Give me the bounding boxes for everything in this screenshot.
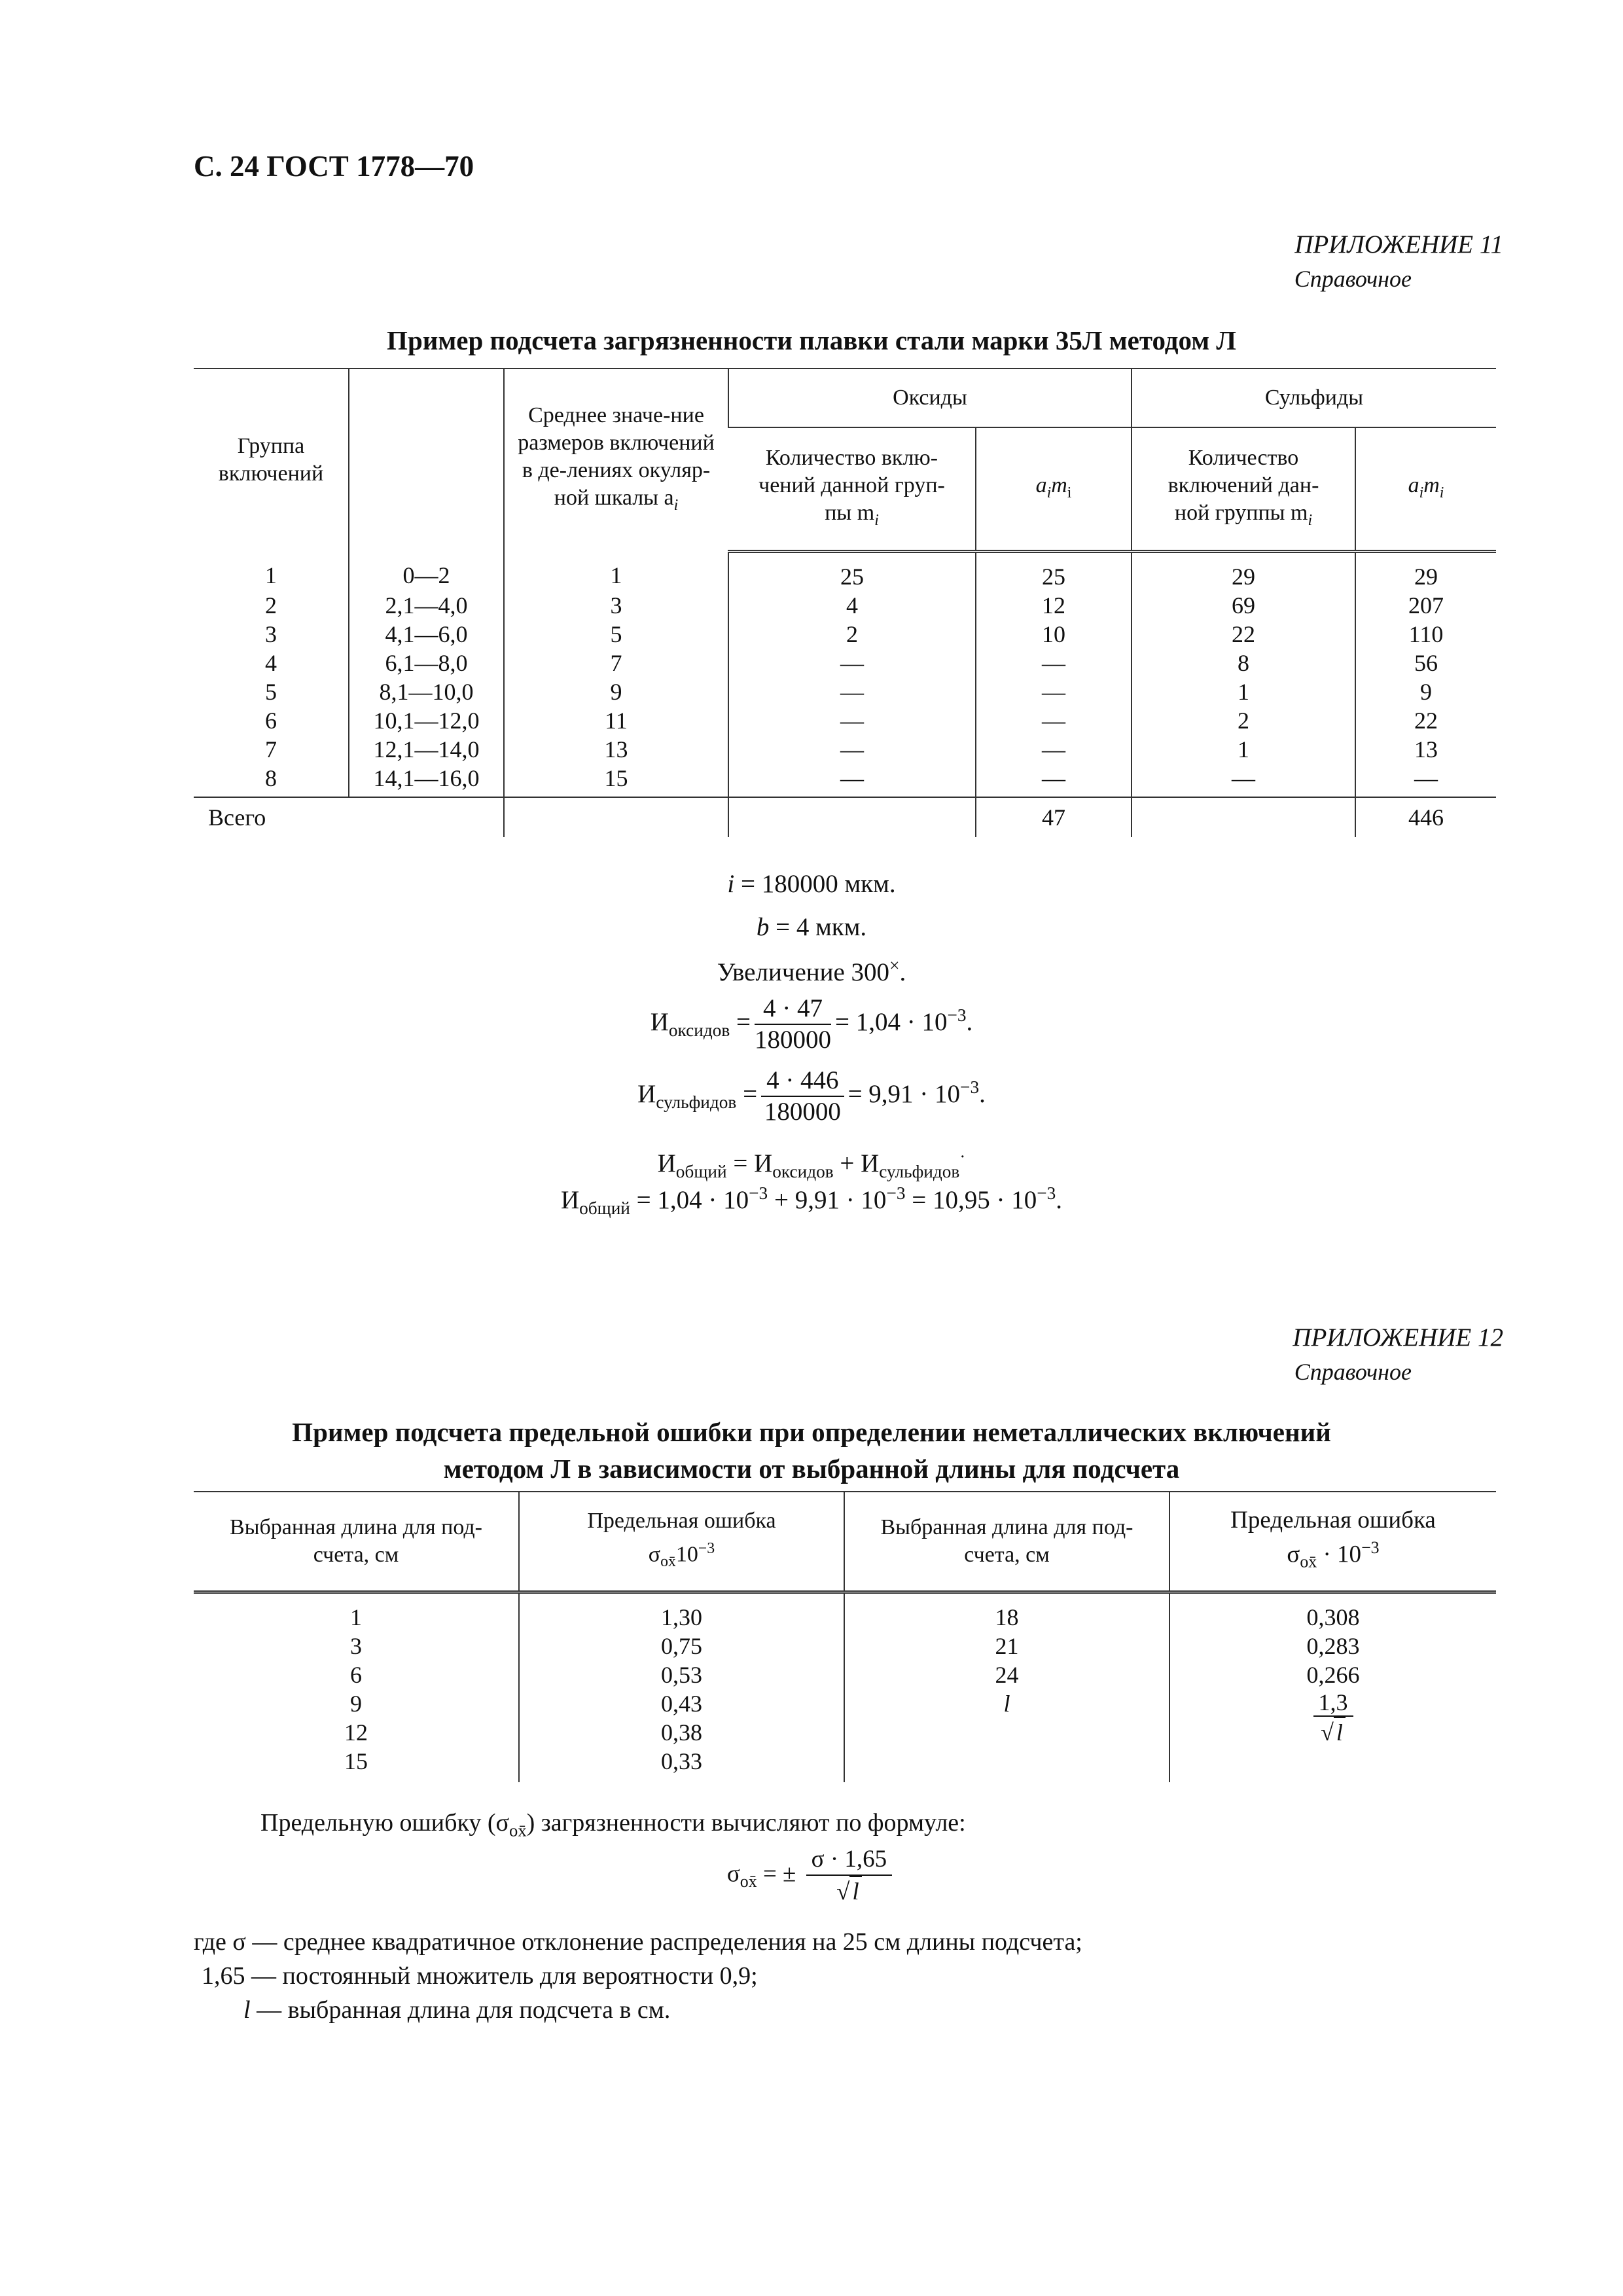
header-oxides: Оксиды [728,368,1132,427]
header-length-2: Выбранная длина для под-счета, см [844,1492,1169,1592]
last-error-fraction: $\frac{1,3}{√ l}$ [1169,1689,1496,1782]
header-sulfide-count: Количество включений дан-ной группы $m_i$ [1132,427,1355,552]
table-2-title: Пример подсчета предельной ошибки при определении неметаллических включений методом Л в зависимости от выбранной длины для подсчета [292,1417,1331,1484]
appendix-11-subtitle: Справочное [1294,266,1412,292]
table-row: 7 12,1—14,0 13 — — 1 13 [194,735,1496,764]
formula-sulfides: $И_{сульфидов}$ = $\frac{4 \cdot 446}{180000}$ = $9,91 \cdot 10^{-3}$. [637,1066,986,1126]
formula-b: b = 4 мкм. [756,913,867,941]
appendix-12-subtitle: Справочное [1294,1359,1412,1385]
where-multiplier: 1,65 — постоянный множитель для вероятности 0,9; [202,1962,758,1990]
table-1-title: Пример подсчета загрязненности плавки стали марки 35Л методом Л [387,325,1236,355]
total-row [194,797,1496,837]
contamination-table [194,368,1496,837]
table-row: 12 0,38 [194,1718,1496,1747]
appendix-12-label [1293,1321,1503,1389]
table-row: 1 0—2 1 25 25 29 29 [194,552,1496,592]
page-header: С. 24 ГОСТ 1778—70 [194,150,474,183]
header-oxide-count: Количество вклю-чений данной груп-пы $m_i$ [728,427,976,552]
formula-total-sum: $И_{общий} = И_{оксидов} + И_{сульфидов}^\cdot$ [657,1147,966,1181]
header-average: Среднее значе-ние размеров включений в де-лениях окуляр-ной шкалы $a_i$ [504,368,728,552]
formula-oxides: $И_{оксидов}$ = $\frac{4 \cdot 47}{180000}$ = $1,04 \cdot 10^{-3}$. [650,994,973,1054]
header-length-1: Выбранная длина для под-счета, см [194,1492,519,1592]
table-row: 6 10,1—12,0 11 — — 2 22 [194,706,1496,735]
error-formula: $\sigma_{ox̄}$ = ± $\frac{\sigma \cdot 1,65}{√ l}$ [0,1844,1623,1907]
appendix-12-title: ПРИЛОЖЕНИЕ 12 [1293,1323,1503,1352]
error-table [194,1491,1496,1782]
where-sigma: где σ — среднее квадратичное отклонение распределения на 25 см длины подсчета; [194,1928,1082,1956]
table-row: 6 0,53 24 0,266 [194,1660,1496,1689]
appendix-11-label [1294,228,1503,296]
total-label: Всего [194,797,504,837]
formula-total-value: $И_{общий} = 1,04 \cdot 10^{-3} + 9,91 \cdot 10^{-3} = 10,95 \cdot 10^{-3}$. [560,1183,1063,1218]
table-row: 2 2,1—4,0 3 4 12 69 207 [194,591,1496,620]
error-formula-intro: Предельную ошибку $(\sigma_{ox̄})$ загрязненности вычисляют по формуле: [260,1809,966,1840]
header-group: Группа включений [194,368,349,552]
header-error-2: Предельная ошибка $\sigma_{ox̄} \cdot 10^{-3}$ [1169,1492,1496,1592]
table-row: 5 8,1—10,0 9 — — 1 9 [194,677,1496,706]
where-length: l — выбранная длина для подсчета в см. [243,1996,671,2024]
table-row: 8 14,1—16,0 15 — — — — [194,764,1496,797]
table-row: 3 0,75 21 0,283 [194,1632,1496,1660]
header-sulfides: Сульфиды [1132,368,1496,427]
header-oxide-am: $a_im_i$ [976,427,1132,552]
formula-magnification: Увеличение 300×. [717,956,906,986]
table-row: 3 4,1—6,0 5 2 10 22 110 [194,620,1496,649]
table-row: 1 1,30 18 0,308 [194,1592,1496,1632]
appendix-11-title: ПРИЛОЖЕНИЕ 11 [1294,230,1503,259]
table-row: 15 0,33 [194,1747,1496,1782]
table-row: 4 6,1—8,0 7 — — 8 56 [194,649,1496,677]
header-sulfide-am: $a_im_i$ [1355,427,1496,552]
header-error-1: Предельная ошибка $\sigma_{ox̄}10^{-3}$ [519,1492,844,1592]
table-row: 9 0,43 l $\frac{1,3}{√ l}$ [194,1689,1496,1718]
total-oxides: 47 [976,797,1132,837]
total-sulfides: 446 [1355,797,1496,837]
header-range [349,368,504,552]
formula-i: i = 180000 мкм. [727,870,896,898]
